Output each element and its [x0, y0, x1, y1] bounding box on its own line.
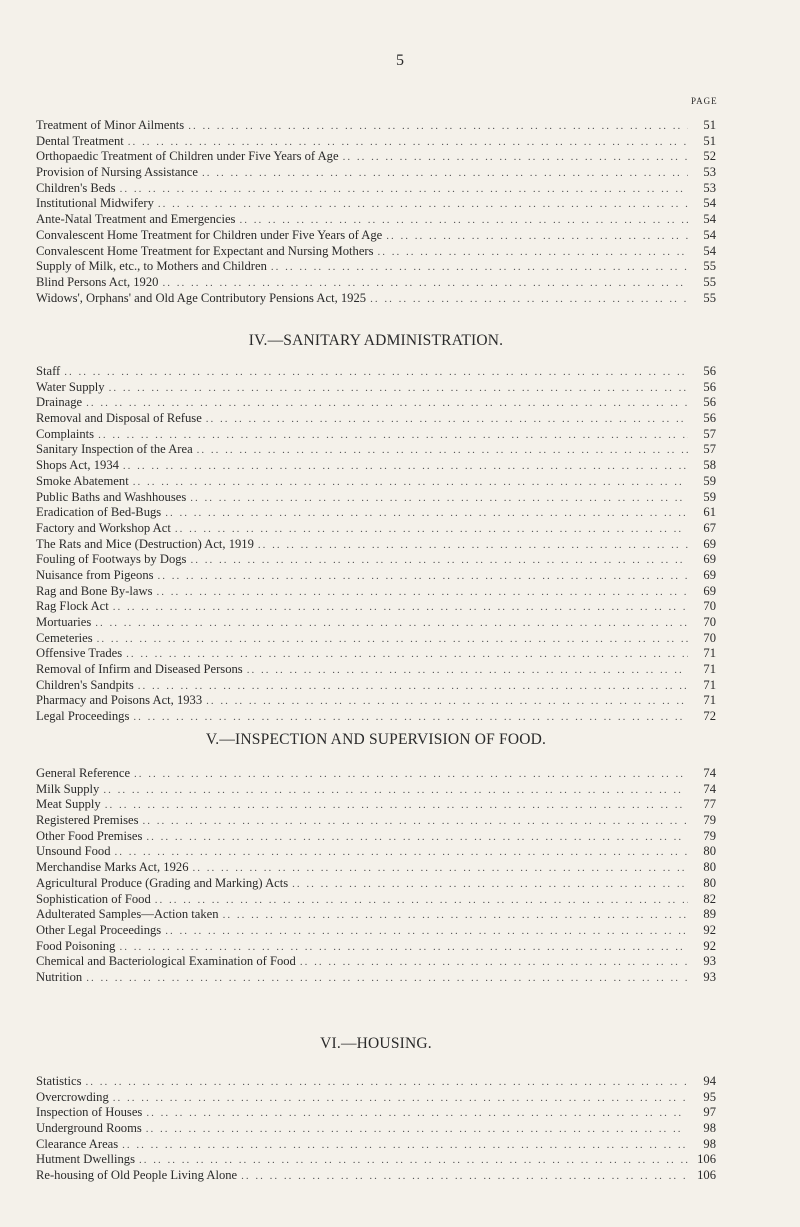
leader-dots: [138, 679, 688, 695]
toc-entry: [36, 1090, 716, 1106]
leader-dots: [292, 877, 688, 893]
toc-entry-page: 97: [703, 1105, 716, 1120]
toc-entry-page: 71: [703, 693, 716, 708]
toc-entry: [36, 490, 716, 506]
toc-entry-title: Overcrowding: [36, 1089, 109, 1104]
toc-entry-title: Eradication of Bed-Bugs: [36, 505, 162, 520]
toc-entry: [36, 395, 716, 411]
toc-entry: [36, 380, 716, 396]
toc-entry-title: Other Food Premises: [36, 828, 143, 843]
leader-dots: [162, 276, 688, 292]
leader-dots: [206, 412, 688, 428]
toc-entry-page: 69: [703, 536, 716, 551]
toc-entry: [36, 474, 716, 490]
toc-entry: [36, 521, 716, 537]
leader-dots: [128, 135, 688, 151]
toc-entry-title: Children's Beds: [36, 180, 116, 195]
toc-entry-title: Staff: [36, 364, 61, 378]
toc-entry: [36, 631, 716, 647]
toc-entry: [36, 766, 716, 782]
toc-entry-page: 70: [703, 599, 716, 614]
toc-entry-page: 56: [703, 364, 716, 378]
toc-entry: [36, 813, 716, 829]
leader-dots: [98, 428, 688, 444]
toc-entry-title: Underground Rooms: [36, 1121, 142, 1136]
toc-list: [36, 364, 716, 725]
section-heading-housing: VI.—HOUSING.: [320, 1035, 432, 1052]
toc-entry: [36, 427, 716, 443]
leader-dots: [115, 845, 688, 861]
toc-entry-title: Dental Treatment: [36, 133, 124, 148]
toc-entry: [36, 552, 716, 568]
toc-entry-page: 53: [703, 165, 716, 180]
toc-entry: [36, 442, 716, 458]
toc-entry-title: Mortuaries: [36, 615, 92, 629]
toc-entry-page: 69: [703, 583, 716, 598]
toc-entry-page: 74: [703, 781, 716, 796]
leader-dots: [103, 783, 688, 799]
toc-entry: [36, 876, 716, 892]
toc-entry-title: Cemeteries: [36, 630, 93, 645]
page-column-label: PAGE: [691, 96, 718, 106]
leader-dots: [109, 381, 688, 397]
leader-dots: [271, 260, 688, 276]
toc-entry: [36, 196, 716, 212]
toc-entry-page: 54: [703, 243, 716, 258]
toc-entry-title: Rag Flock Act: [36, 599, 109, 614]
toc-entry-page: 69: [703, 552, 716, 567]
toc-entry: [36, 939, 716, 955]
toc-entry-title: Hutment Dwellings: [36, 1152, 135, 1167]
toc-entry-page: 55: [703, 274, 716, 289]
section-heading-food: V.—INSPECTION AND SUPERVISION OF FOOD.: [205, 731, 547, 748]
toc-entry: [36, 134, 716, 150]
leader-dots: [113, 1091, 688, 1107]
toc-entry: [36, 693, 716, 709]
toc-entry: [36, 118, 716, 134]
toc-entry: [36, 860, 716, 876]
toc-entry: [36, 829, 716, 845]
toc-entry-page: 58: [703, 458, 716, 473]
toc-entry-page: 55: [703, 290, 716, 305]
toc-entry-title: General Reference: [36, 766, 131, 780]
leader-dots: [158, 197, 688, 213]
toc-entry-page: 82: [703, 891, 716, 906]
toc-entry-page: 80: [703, 875, 716, 890]
toc-entry: [36, 797, 716, 813]
toc-entry-page: 94: [703, 1074, 716, 1088]
toc-entry: [36, 970, 716, 986]
leader-dots: [206, 694, 688, 710]
leader-dots: [85, 1075, 688, 1091]
toc-entry-title: Provision of Nursing Assistance: [36, 165, 198, 180]
toc-entry-title: Milk Supply: [36, 781, 100, 796]
toc-entry-title: Institutional Midwifery: [36, 196, 154, 211]
toc-section-housing: [36, 1035, 716, 1184]
leader-dots: [190, 491, 688, 507]
leader-dots: [64, 365, 688, 381]
leader-dots: [197, 443, 688, 459]
toc-entry-page: 59: [703, 489, 716, 504]
toc-entry-title: Unsound Food: [36, 844, 111, 859]
leader-dots: [190, 553, 688, 569]
toc-entry-page: 57: [703, 442, 716, 457]
leader-dots: [86, 396, 688, 412]
toc-entry-page: 51: [703, 133, 716, 148]
toc-entry: [36, 228, 716, 244]
toc-entry-title: Registered Premises: [36, 813, 139, 828]
toc-entry-page: 93: [703, 969, 716, 984]
toc-entry-title: Statistics: [36, 1074, 82, 1088]
toc-entry: [36, 291, 716, 307]
toc-entry-page: 74: [703, 766, 716, 780]
toc-entry: [36, 646, 716, 662]
toc-entry-page: 77: [703, 797, 716, 812]
leader-dots: [241, 1169, 688, 1185]
toc-entry-title: Offensive Trades: [36, 646, 123, 661]
leader-dots: [146, 1122, 688, 1138]
toc-entry: [36, 954, 716, 970]
leader-dots: [134, 767, 688, 783]
toc-entry-title: Treatment of Minor Ailments: [36, 118, 185, 132]
toc-entry-page: 98: [703, 1136, 716, 1151]
toc-entry-page: 53: [703, 180, 716, 195]
toc-entry-page: 92: [703, 922, 716, 937]
leader-dots: [95, 616, 688, 632]
leader-dots: [126, 647, 688, 663]
toc-entry-title: Water Supply: [36, 379, 105, 394]
toc-entry-title: Removal and Disposal of Refuse: [36, 411, 202, 426]
toc-entry-page: 67: [703, 520, 716, 535]
toc-entry-title: Rag and Bone By-laws: [36, 583, 153, 598]
leader-dots: [193, 861, 689, 877]
toc-entry-title: Blind Persons Act, 1920: [36, 274, 159, 289]
leader-dots: [156, 585, 688, 601]
toc-entry-page: 52: [703, 149, 716, 164]
toc-entry-page: 69: [703, 567, 716, 582]
toc-entry-page: 59: [703, 473, 716, 488]
toc-entry: [36, 1074, 716, 1090]
leader-dots: [123, 459, 688, 475]
toc-entry: [36, 165, 716, 181]
toc-entry: [36, 364, 716, 380]
leader-dots: [146, 830, 688, 846]
toc-entry-title: Ante-Natal Treatment and Emergencies: [36, 212, 236, 227]
toc-entry: [36, 599, 716, 615]
toc-entry: [36, 1168, 716, 1184]
toc-entry: [36, 568, 716, 584]
leader-dots: [146, 1106, 688, 1122]
toc-entry-page: 70: [703, 630, 716, 645]
toc-entry: [36, 1137, 716, 1153]
toc-entry: [36, 844, 716, 860]
leader-dots: [113, 600, 688, 616]
leader-dots: [378, 245, 688, 261]
toc-list: [36, 118, 716, 306]
toc-entry-title: Fouling of Footways by Dogs: [36, 552, 187, 567]
toc-section-maternity: [36, 118, 716, 306]
leader-dots: [370, 292, 688, 308]
toc-entry-page: 54: [703, 196, 716, 211]
leader-dots: [133, 475, 688, 491]
leader-dots: [119, 940, 688, 956]
toc-entry: [36, 212, 716, 228]
leader-dots: [300, 955, 688, 971]
leader-dots: [133, 710, 688, 726]
toc-entry-page: 71: [703, 662, 716, 677]
toc-entry-page: 70: [703, 615, 716, 629]
toc-entry-page: 79: [703, 828, 716, 843]
toc-entry-title: Smoke Abatement: [36, 473, 129, 488]
toc-entry: [36, 892, 716, 908]
toc-entry: [36, 709, 716, 725]
toc-entry-title: Convalescent Home Treatment for Children under Five Years of Age: [36, 227, 383, 242]
toc-entry-title: Clearance Areas: [36, 1136, 119, 1151]
toc-entry: [36, 181, 716, 197]
leader-dots: [142, 814, 688, 830]
toc-entry-page: 61: [703, 505, 716, 520]
leader-dots: [120, 182, 688, 198]
toc-entry-title: Shops Act, 1934: [36, 458, 119, 473]
toc-entry-page: 89: [703, 907, 716, 922]
toc-entry-title: Supply of Milk, etc., to Mothers and Children: [36, 259, 267, 274]
toc-entry-page: 56: [703, 411, 716, 426]
toc-entry-title: Legal Proceedings: [36, 709, 130, 724]
toc-entry: [36, 411, 716, 427]
toc-entry-title: Merchandise Marks Act, 1926: [36, 860, 189, 875]
toc-entry-title: Meat Supply: [36, 797, 101, 812]
toc-entry-title: Food Poisoning: [36, 938, 116, 953]
toc-entry-title: Pharmacy and Poisons Act, 1933: [36, 693, 203, 708]
toc-entry-title: Drainage: [36, 395, 83, 410]
leader-dots: [86, 971, 688, 987]
toc-entry: [36, 505, 716, 521]
toc-entry-page: 71: [703, 646, 716, 661]
toc-entry-page: 51: [703, 118, 716, 132]
toc-entry-page: 56: [703, 395, 716, 410]
toc-entry-page: 106: [697, 1152, 716, 1167]
toc-entry-page: 54: [703, 212, 716, 227]
toc-section-sanitary: [36, 332, 716, 725]
toc-entry: [36, 907, 716, 923]
toc-entry-page: 80: [703, 844, 716, 859]
toc-list: [36, 1074, 716, 1184]
toc-entry-page: 80: [703, 860, 716, 875]
leader-dots: [386, 229, 688, 245]
toc-section-food: [36, 731, 716, 986]
toc-entry-title: Sanitary Inspection of the Area: [36, 442, 193, 457]
toc-entry: [36, 1121, 716, 1137]
leader-dots: [343, 150, 688, 166]
toc-entry-title: The Rats and Mice (Destruction) Act, 1919: [36, 536, 254, 551]
toc-entry-page: 106: [697, 1168, 716, 1183]
toc-entry-title: Adulterated Samples—Action taken: [36, 907, 219, 922]
toc-entry-title: Agricultural Produce (Grading and Marking) Acts: [36, 875, 289, 890]
toc-entry: [36, 458, 716, 474]
toc-entry-title: Children's Sandpits: [36, 677, 134, 692]
leader-dots: [223, 908, 688, 924]
toc-entry-page: 55: [703, 259, 716, 274]
toc-entry: [36, 149, 716, 165]
page-number: 5: [396, 52, 404, 69]
toc-entry: [36, 275, 716, 291]
toc-entry: [36, 782, 716, 798]
toc-entry: [36, 615, 716, 631]
toc-entry-page: 57: [703, 426, 716, 441]
toc-entry: [36, 1152, 716, 1168]
toc-entry-page: 72: [703, 709, 716, 724]
leader-dots: [105, 798, 688, 814]
toc-entry-title: Factory and Workshop Act: [36, 520, 171, 535]
toc-entry-page: 98: [703, 1121, 716, 1136]
leader-dots: [155, 893, 688, 909]
toc-entry-title: Public Baths and Washhouses: [36, 489, 187, 504]
leader-dots: [165, 924, 688, 940]
toc-entry-title: Re-housing of Old People Living Alone: [36, 1168, 238, 1183]
leader-dots: [258, 538, 688, 554]
toc-entry-title: Orthopaedic Treatment of Children under Five Years of Age: [36, 149, 339, 164]
toc-entry-title: Inspection of Houses: [36, 1105, 143, 1120]
toc-entry: [36, 244, 716, 260]
leader-dots: [247, 663, 688, 679]
toc-entry: [36, 1105, 716, 1121]
toc-entry-page: 54: [703, 227, 716, 242]
leader-dots: [165, 506, 688, 522]
toc-entry: [36, 537, 716, 553]
toc-entry-title: Nuisance from Pigeons: [36, 567, 154, 582]
leader-dots: [122, 1138, 688, 1154]
toc-entry-title: Widows', Orphans' and Old Age Contributory Pensions Act, 1925: [36, 290, 367, 305]
toc-entry: [36, 678, 716, 694]
toc-entry: [36, 259, 716, 275]
toc-entry-title: Nutrition: [36, 969, 83, 984]
leader-dots: [139, 1153, 688, 1169]
leader-dots: [202, 166, 688, 182]
toc-entry-title: Complaints: [36, 426, 95, 441]
leader-dots: [97, 632, 688, 648]
toc-list: [36, 766, 716, 986]
toc-entry-title: Chemical and Bacteriological Examination of Food: [36, 954, 296, 969]
toc-entry-page: 93: [703, 954, 716, 969]
leader-dots: [239, 213, 688, 229]
toc-entry-title: Sophistication of Food: [36, 891, 151, 906]
toc-entry-page: 92: [703, 938, 716, 953]
leader-dots: [188, 119, 688, 135]
toc-entry-title: Other Legal Proceedings: [36, 922, 162, 937]
toc-entry: [36, 923, 716, 939]
section-heading-sanitary: IV.—SANITARY ADMINISTRATION.: [248, 332, 504, 349]
toc-entry-title: Removal of Infirm and Diseased Persons: [36, 662, 243, 677]
leader-dots: [175, 522, 688, 538]
toc-entry-title: Convalescent Home Treatment for Expectant and Nursing Mothers: [36, 243, 374, 258]
toc-entry: [36, 584, 716, 600]
toc-entry-page: 95: [703, 1089, 716, 1104]
leader-dots: [158, 569, 688, 585]
toc-entry-page: 71: [703, 677, 716, 692]
toc-entry: [36, 662, 716, 678]
toc-entry-page: 79: [703, 813, 716, 828]
toc-entry-page: 56: [703, 379, 716, 394]
